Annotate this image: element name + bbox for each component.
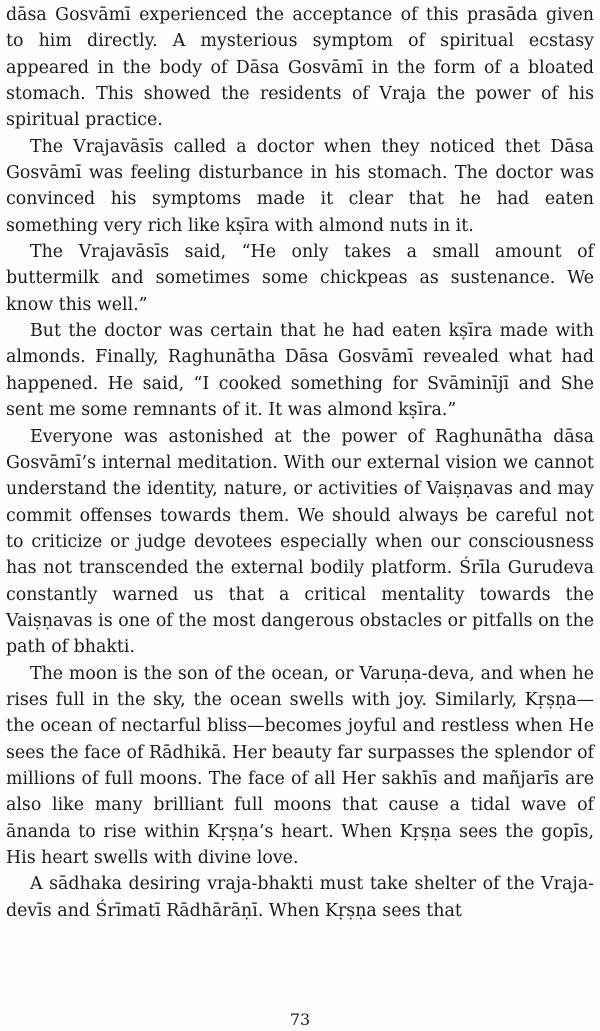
body-text [6, 2, 594, 924]
page-number: 73 [289, 1010, 311, 1029]
paragraph-continued: dāsa Gosvāmī experienced the acceptance of this prasāda given to him directly. A mysterious symptom of spiritual ecstasy appeared in the body of Dāsa Gosvāmī in the form of a bloated stomach. This showed the residents of Vraja the power of his spiritual practice. [6, 5, 594, 131]
paragraph-almond-ksira: But the doctor was certain that he had eaten kṣīra made with almonds. Finally, Raghunātha Dāsa Gosvāmī revealed what had happened. He said, “I cooked something for Svāminījī and She sent me some remnants of it. It was almond kṣīra.” [6, 321, 594, 421]
paragraph-doctor: The Vrajavāsīs called a doctor when they noticed thet Dāsa Gosvāmī was feeling disturbance in his stomach. The doctor was convinced his symptoms made it clear that he had eaten something very rich like kṣīra with almond nuts in it. [6, 136, 594, 236]
paragraph-buttermilk: The Vrajavāsīs said, “He only takes a small amount of buttermilk and sometimes some chickpeas as sustenance. We know this well.” [6, 242, 594, 315]
paragraph-sadhaka: A sādhaka desiring vraja-bhakti must take shelter of the Vraja-devīs and Śrīmatī Rādhārāṇī. When Kṛṣṇa sees that [6, 874, 594, 921]
paragraph-meditation: Everyone was astonished at the power of Raghunātha dāsa Gosvāmī’s internal meditation. With our external vision we cannot understand the identity, nature, or activities of Vaiṣṇavas and may commit offenses towards them. We should always be careful not to criticize or judge devotees especially when our consciousness has not transcended the external bodily platform. Śrīla Gurudeva constantly warned us that a critical mentality towards the Vaiṣṇavas is one of the most dangerous obstacles or pitfalls on the path of bhakti. [6, 426, 594, 658]
paragraph-moon-ocean: The moon is the son of the ocean, or Varuṇa-deva, and when he rises full in the sky, the ocean swells with joy. Similarly, Kṛṣṇa—the ocean of nectarful bliss—becomes joyful and restless when He sees the face of Rādhikā. Her beauty far surpasses the splendor of millions of full moons. The face of all Her sakhīs and mañjarīs are also like many brilliant full moons that cause a tidal wave of ānanda to rise within Kṛṣṇa’s heart. When Kṛṣṇa sees the gopīs, His heart swells with divine love. [6, 663, 594, 868]
